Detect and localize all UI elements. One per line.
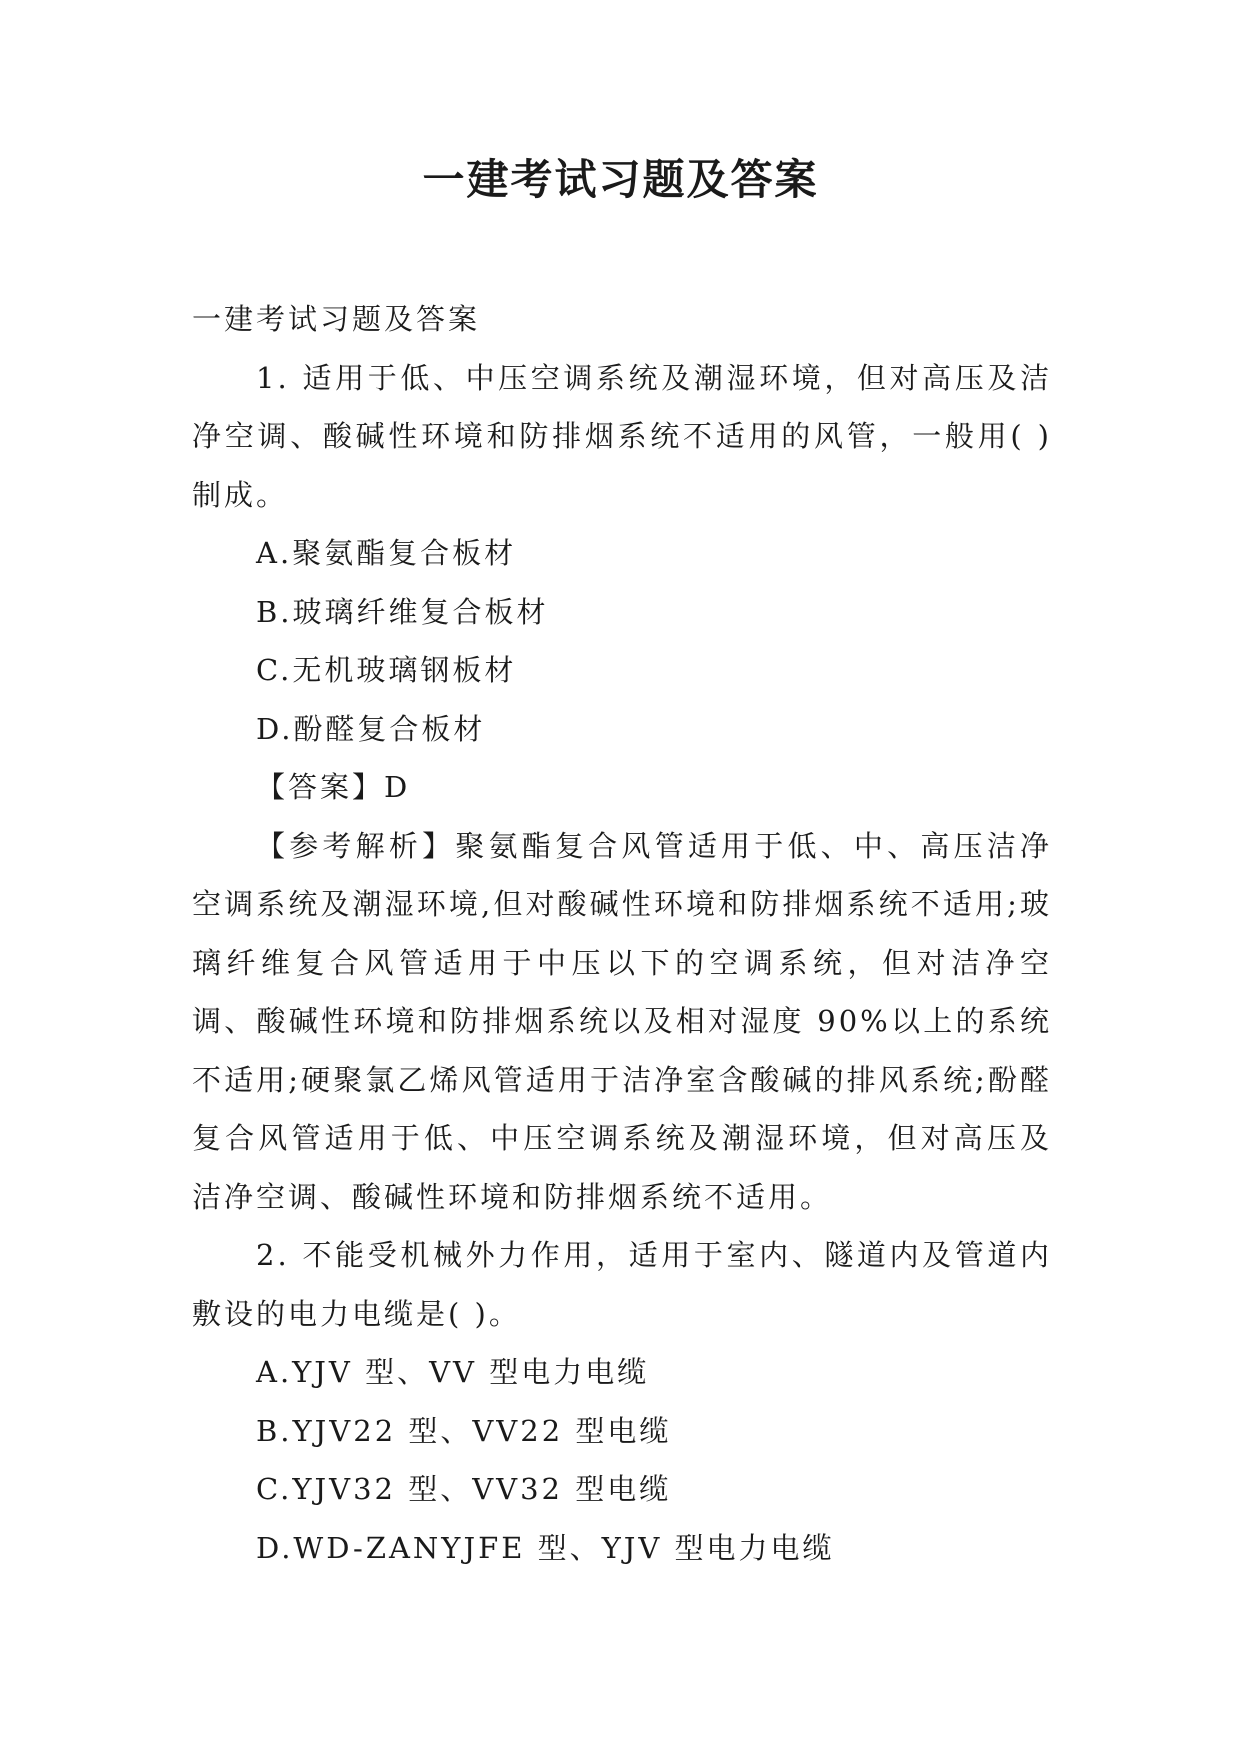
question-2-option-a: A.YJV 型、VV 型电力电缆: [256, 1355, 650, 1389]
question-1-option-d: D.酚醛复合板材: [256, 711, 486, 746]
question-1-option-a: A.聚氨酯复合板材: [256, 536, 517, 570]
question-2-stem: 2. 不能受机械外力作用，适用于室内、隧道内及管道内敷设的电力电缆是( )。: [192, 1238, 1052, 1331]
question-1-option-c: C.无机玻璃钢板材: [256, 653, 517, 687]
document-body: [192, 290, 1052, 1577]
question-1-option-b: B.玻璃纤维复合板材: [256, 594, 549, 629]
question-2-option-b: B.YJV22 型、VV22 型电缆: [256, 1413, 672, 1448]
section-heading: 一建考试习题及答案: [192, 302, 481, 336]
question-2-option-c: C.YJV32 型、VV32 型电缆: [256, 1472, 672, 1506]
page-title: 一建考试习题及答案: [422, 155, 819, 204]
question-1-stem: 1. 适用于低、中压空调系统及潮湿环境，但对高压及洁净空调、酸碱性环境和防排烟系统不适用的风管，一般用( )制成。: [192, 360, 1052, 512]
question-1-answer: 【答案】D: [256, 770, 411, 804]
question-2-option-d: D.WD-ZANYJFE 型、YJV 型电力电缆: [256, 1530, 835, 1565]
question-1-analysis: 【参考解析】聚氨酯复合风管适用于低、中、高压洁净空调系统及潮湿环境,但对酸碱性环境和防排烟系统不适用;玻璃纤维复合风管适用于中压以下的空调系统，但对洁净空调、酸碱性环境和防排烟系统以及相对湿度 90%以上的系统不适用;硬聚氯乙烯风管适用于洁净室含酸碱的排风系统;酚醛复合风管适用于低、中压空调系统及潮湿环境，但对高压及洁净空调、酸碱性环境和防排烟系统不适用。: [192, 828, 1052, 1214]
